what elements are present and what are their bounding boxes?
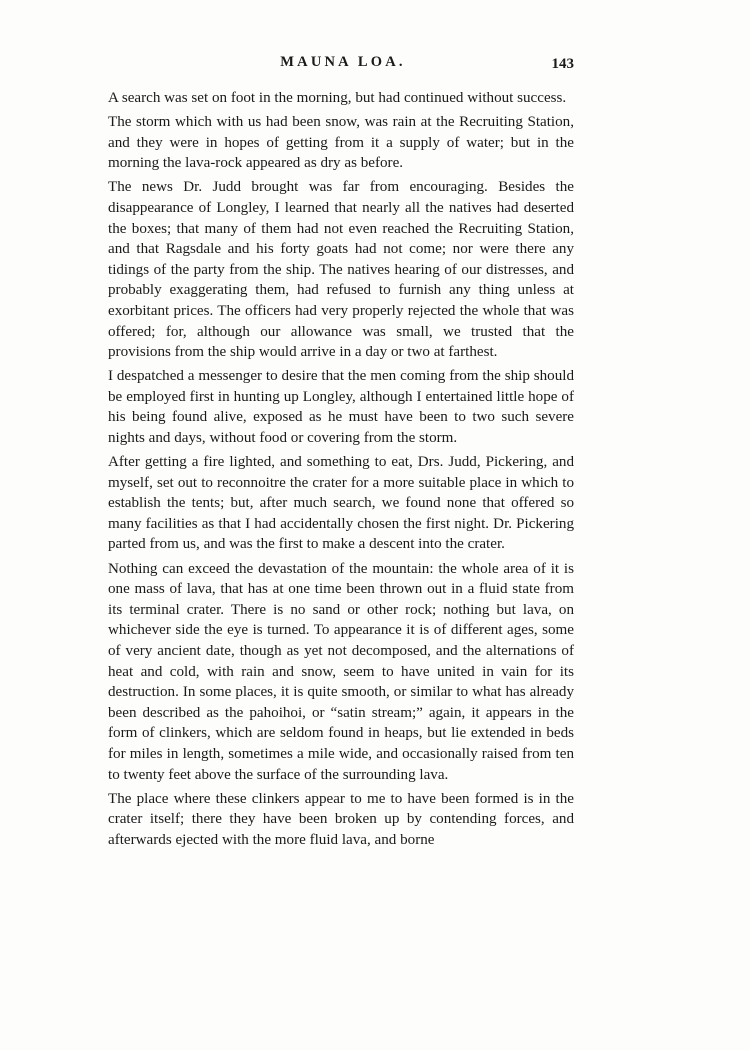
paragraph: The place where these clinkers appear to me to have been formed is in the crater itself; there they have been broken up by contending forces, and afterwards ejected with the more fluid lava, and borne xyxy=(108,790,574,848)
running-title: MAUNA LOA. xyxy=(280,54,406,70)
paragraph: A search was set on foot in the morning, but had continued without success. xyxy=(108,90,567,106)
paragraph: The storm which with us had been snow, was rain at the Recruiting Station, and they were in hopes of getting from it a supply of water; but in the morning the lava-rock appeared as dry as before. xyxy=(108,114,574,172)
paragraph: After getting a fire lighted, and something to eat, Drs. Judd, Pickering, and myself, set out to reconnoitre the crater for a more suitable place in which to establish the tents; but, after much search, we found none that offered so many facilities as that I had accidentally chosen the first night. Dr. Pickering parted from us, and was the first to make a descent into the crater. xyxy=(108,454,574,553)
paragraph: I despatched a messenger to desire that the men coming from the ship should be employed first in hunting up Longley, although I entertained little hope of his being found alive, exposed as he must have been to two such severe nights and days, without food or covering from the storm. xyxy=(108,368,574,446)
paragraph: Nothing can exceed the devastation of the mountain: the whole area of it is one mass of lava, that has at one time been thrown out in a fluid state from its terminal crater. There is no sand or other rock; nothing but lava, on whichever side the eye is turned. To appearance it is of different ages, some of very ancient date, though as yet not decomposed, and the alternations of heat and cold, with rain and snow, seem to have united in vain for its destruction. In some places, it is quite smooth, or similar to what has already been described as the pahoihoi, or “satin stream;” again, it appears in the form of clinkers, which are seldom found in heaps, but lie extended in beds for miles in length, sometimes a mile wide, and occasionally raised from ten to twenty feet above the surface of the surrounding lava. xyxy=(108,560,574,783)
page-number: 143 xyxy=(551,56,574,72)
paragraph: The news Dr. Judd brought was far from encouraging. Besides the disappearance of Longley, I learned that nearly all the natives had deserted the boxes; that many of them had not even reached the Recruiting Station, and that Ragsdale and his forty goats had not come; nor were there any tidings of the party from the ship. The natives hearing of our distresses, and probably exaggerating them, had refused to furnish any thing unless at exorbitant prices. The officers had very properly rejected the whole that was offered; for, although our allowance was small, we trusted that the provisions from the ship would arrive in a day or two at farthest. xyxy=(108,179,574,361)
body-text xyxy=(108,88,574,854)
running-head xyxy=(112,54,574,78)
